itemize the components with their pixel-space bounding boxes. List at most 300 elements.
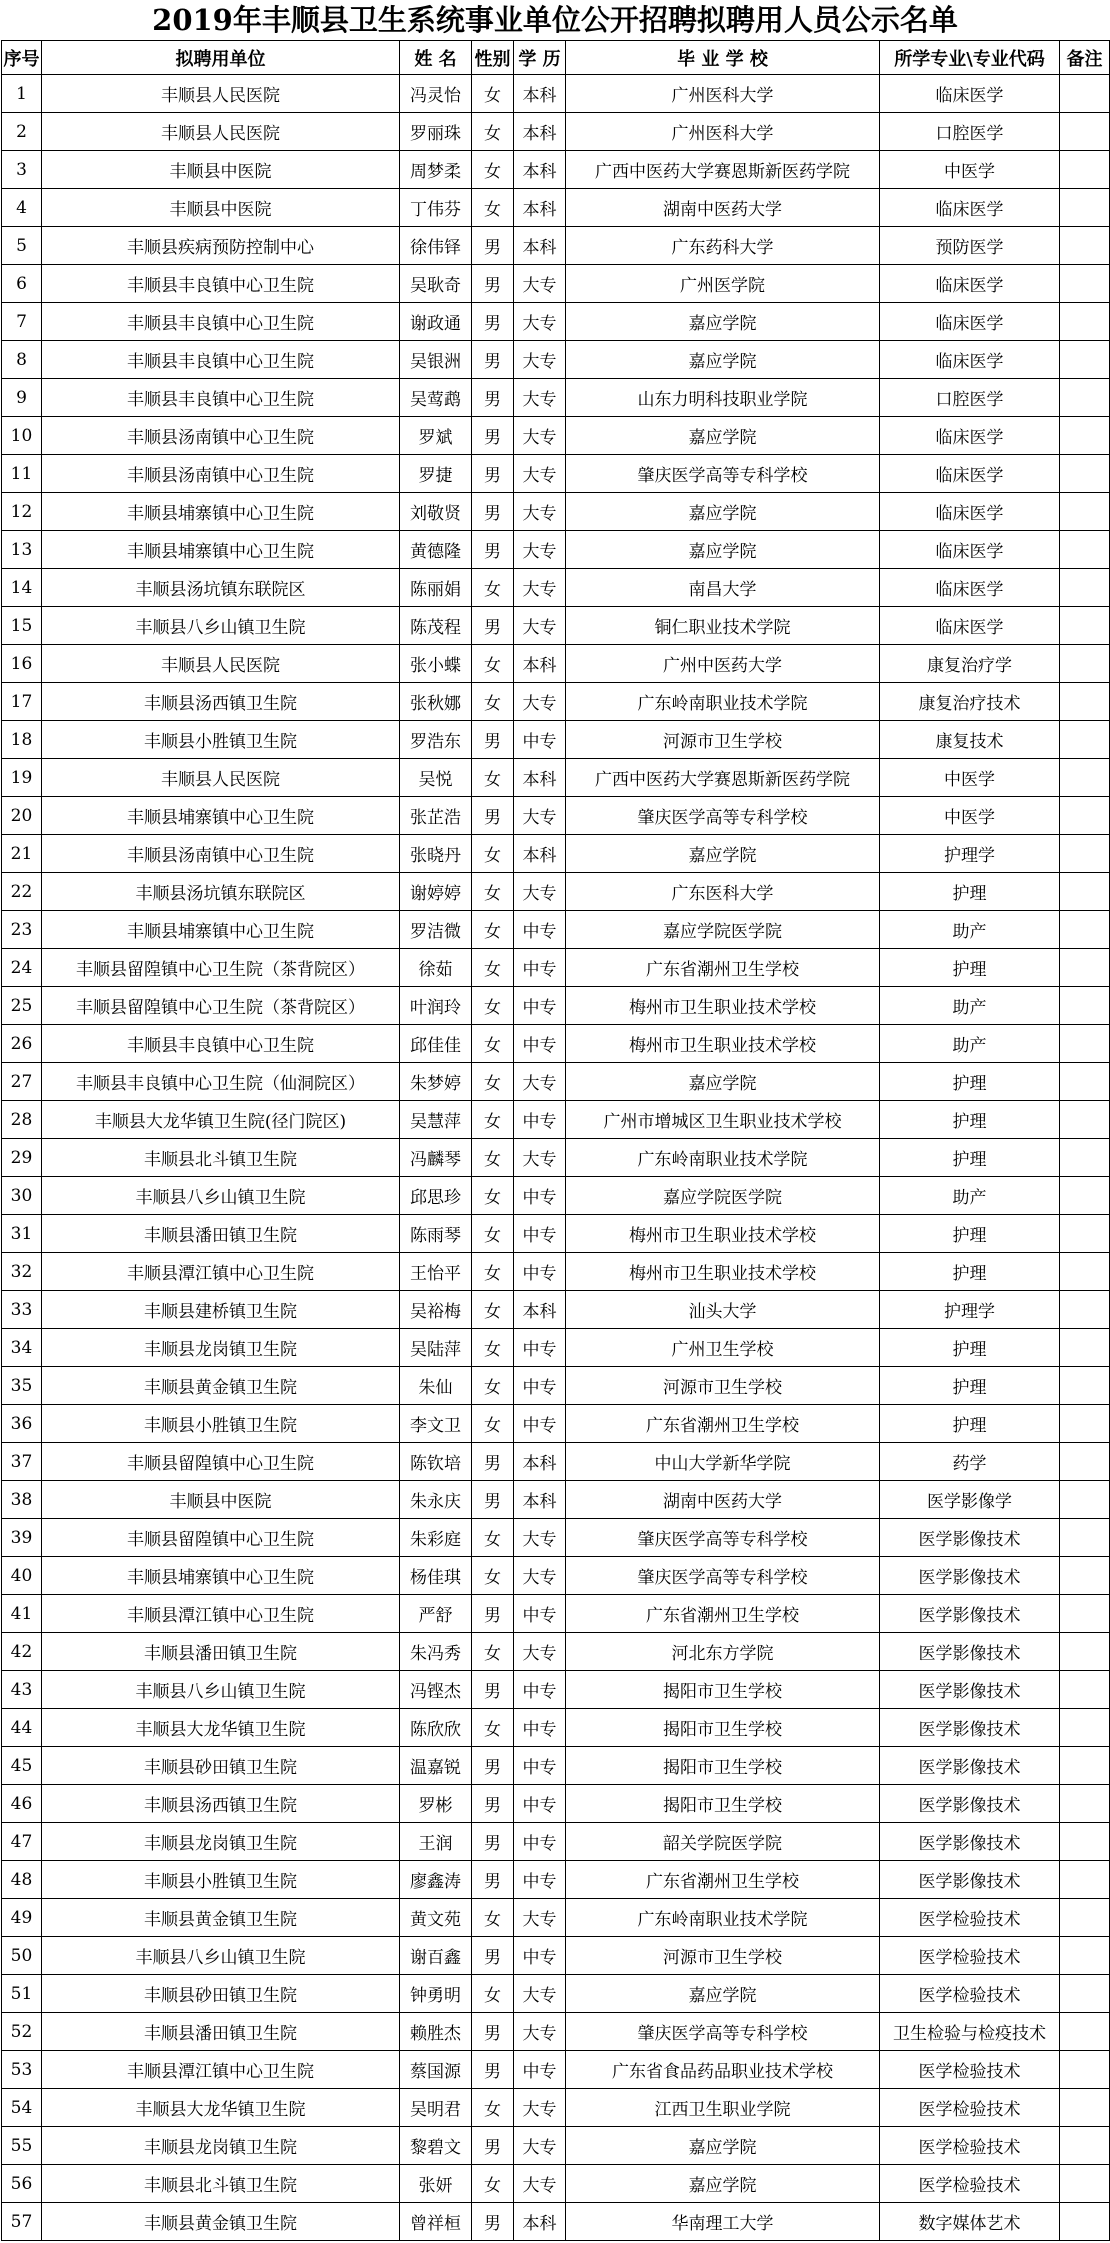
cell-name: 罗丽珠: [400, 113, 472, 151]
cell-unit: 丰顺县丰良镇中心卫生院: [42, 341, 400, 379]
cell-major: 医学检验技术: [880, 2089, 1060, 2127]
cell-school: 湖南中医药大学: [566, 1481, 880, 1519]
cell-unit: 丰顺县北斗镇卫生院: [42, 2165, 400, 2203]
cell-education: 中专: [514, 1367, 566, 1405]
cell-name: 王怡平: [400, 1253, 472, 1291]
cell-school: 梅州市卫生职业技术学校: [566, 1215, 880, 1253]
cell-unit: 丰顺县中医院: [42, 151, 400, 189]
cell-remarks: [1060, 303, 1110, 341]
cell-index: 28: [2, 1101, 42, 1139]
cell-remarks: [1060, 1063, 1110, 1101]
cell-education: 大专: [514, 379, 566, 417]
cell-index: 20: [2, 797, 42, 835]
cell-index: 36: [2, 1405, 42, 1443]
cell-remarks: [1060, 189, 1110, 227]
cell-remarks: [1060, 1519, 1110, 1557]
cell-education: 大专: [514, 607, 566, 645]
cell-name: 陈茂程: [400, 607, 472, 645]
header-remarks: 备注: [1060, 41, 1110, 75]
cell-remarks: [1060, 1481, 1110, 1519]
cell-gender: 女: [472, 645, 514, 683]
cell-name: 朱梦婷: [400, 1063, 472, 1101]
cell-index: 8: [2, 341, 42, 379]
cell-gender: 女: [472, 1291, 514, 1329]
cell-index: 7: [2, 303, 42, 341]
table-row: [2, 1063, 1110, 1101]
table-row: [2, 113, 1110, 151]
table-row: [2, 1215, 1110, 1253]
cell-gender: 男: [472, 1747, 514, 1785]
cell-school: 江西卫生职业学院: [566, 2089, 880, 2127]
cell-school: 嘉应学院: [566, 835, 880, 873]
cell-education: 中专: [514, 1823, 566, 1861]
cell-name: 吴耿奇: [400, 265, 472, 303]
cell-education: 中专: [514, 911, 566, 949]
cell-school: 揭阳市卫生学校: [566, 1747, 880, 1785]
cell-school: 广西中医药大学赛恩斯新医药学院: [566, 759, 880, 797]
cell-education: 中专: [514, 2051, 566, 2089]
cell-name: 罗浩东: [400, 721, 472, 759]
cell-name: 吴银洲: [400, 341, 472, 379]
cell-index: 10: [2, 417, 42, 455]
cell-index: 47: [2, 1823, 42, 1861]
cell-gender: 女: [472, 1177, 514, 1215]
cell-major: 医学影像技术: [880, 1823, 1060, 1861]
table-row: [2, 1481, 1110, 1519]
cell-unit: 丰顺县八乡山镇卫生院: [42, 1177, 400, 1215]
cell-school: 肇庆医学高等专科学校: [566, 1557, 880, 1595]
cell-name: 谢政通: [400, 303, 472, 341]
cell-major: 医学影像技术: [880, 1671, 1060, 1709]
cell-gender: 男: [472, 2203, 514, 2241]
cell-index: 37: [2, 1443, 42, 1481]
cell-major: 临床医学: [880, 493, 1060, 531]
cell-remarks: [1060, 987, 1110, 1025]
cell-unit: 丰顺县大龙华镇卫生院: [42, 2089, 400, 2127]
cell-school: 梅州市卫生职业技术学校: [566, 987, 880, 1025]
cell-name: 罗捷: [400, 455, 472, 493]
cell-remarks: [1060, 1367, 1110, 1405]
header-school: 毕 业 学 校: [566, 41, 880, 75]
cell-remarks: [1060, 1329, 1110, 1367]
cell-remarks: [1060, 1557, 1110, 1595]
cell-remarks: [1060, 1899, 1110, 1937]
cell-remarks: [1060, 645, 1110, 683]
cell-index: 34: [2, 1329, 42, 1367]
cell-major: 临床医学: [880, 189, 1060, 227]
cell-unit: 丰顺县人民医院: [42, 759, 400, 797]
table-row: [2, 1101, 1110, 1139]
cell-gender: 女: [472, 1519, 514, 1557]
cell-major: 医学检验技术: [880, 2165, 1060, 2203]
cell-education: 大专: [514, 265, 566, 303]
cell-index: 30: [2, 1177, 42, 1215]
cell-gender: 男: [472, 1823, 514, 1861]
cell-gender: 女: [472, 2089, 514, 2127]
cell-unit: 丰顺县砂田镇卫生院: [42, 1975, 400, 2013]
table-row: [2, 1557, 1110, 1595]
cell-school: 揭阳市卫生学校: [566, 1671, 880, 1709]
cell-major: 医学影像技术: [880, 1747, 1060, 1785]
cell-index: 49: [2, 1899, 42, 1937]
cell-name: 黄文苑: [400, 1899, 472, 1937]
cell-remarks: [1060, 2203, 1110, 2241]
table-row: [2, 683, 1110, 721]
cell-index: 21: [2, 835, 42, 873]
cell-gender: 女: [472, 1329, 514, 1367]
cell-gender: 女: [472, 113, 514, 151]
cell-name: 钟勇明: [400, 1975, 472, 2013]
cell-major: 护理: [880, 1139, 1060, 1177]
cell-education: 中专: [514, 1595, 566, 1633]
cell-unit: 丰顺县潘田镇卫生院: [42, 2013, 400, 2051]
table-row: [2, 911, 1110, 949]
header-major: 所学专业\专业代码: [880, 41, 1060, 75]
cell-remarks: [1060, 151, 1110, 189]
cell-gender: 男: [472, 417, 514, 455]
cell-unit: 丰顺县小胜镇卫生院: [42, 1405, 400, 1443]
cell-remarks: [1060, 1975, 1110, 2013]
table-row: [2, 75, 1110, 113]
cell-major: 医学检验技术: [880, 1937, 1060, 1975]
cell-remarks: [1060, 1937, 1110, 1975]
cell-unit: 丰顺县汤西镇卫生院: [42, 1785, 400, 1823]
cell-school: 嘉应学院: [566, 1063, 880, 1101]
cell-education: 中专: [514, 1329, 566, 1367]
cell-school: 嘉应学院: [566, 2127, 880, 2165]
cell-gender: 女: [472, 1101, 514, 1139]
table-row: [2, 2127, 1110, 2165]
cell-index: 2: [2, 113, 42, 151]
cell-major: 护理: [880, 1329, 1060, 1367]
cell-school: 肇庆医学高等专科学校: [566, 797, 880, 835]
cell-remarks: [1060, 1671, 1110, 1709]
table-header-row: [2, 41, 1110, 75]
cell-name: 严舒: [400, 1595, 472, 1633]
cell-unit: 丰顺县汤南镇中心卫生院: [42, 417, 400, 455]
table-row: [2, 1519, 1110, 1557]
cell-unit: 丰顺县龙岗镇卫生院: [42, 1823, 400, 1861]
cell-name: 周梦柔: [400, 151, 472, 189]
cell-name: 谢百鑫: [400, 1937, 472, 1975]
cell-name: 吴悦: [400, 759, 472, 797]
cell-major: 临床医学: [880, 569, 1060, 607]
cell-school: 梅州市卫生职业技术学校: [566, 1253, 880, 1291]
cell-education: 大专: [514, 1633, 566, 1671]
cell-major: 康复治疗学: [880, 645, 1060, 683]
table-row: [2, 1633, 1110, 1671]
cell-gender: 女: [472, 1063, 514, 1101]
cell-major: 康复技术: [880, 721, 1060, 759]
cell-education: 本科: [514, 2203, 566, 2241]
cell-gender: 男: [472, 2051, 514, 2089]
table-row: [2, 1291, 1110, 1329]
cell-school: 广东岭南职业技术学院: [566, 683, 880, 721]
cell-education: 大专: [514, 1899, 566, 1937]
cell-major: 预防医学: [880, 227, 1060, 265]
cell-school: 嘉应学院: [566, 303, 880, 341]
cell-school: 嘉应学院: [566, 531, 880, 569]
cell-unit: 丰顺县丰良镇中心卫生院: [42, 265, 400, 303]
cell-unit: 丰顺县中医院: [42, 1481, 400, 1519]
cell-name: 谢婷婷: [400, 873, 472, 911]
cell-index: 43: [2, 1671, 42, 1709]
cell-school: 广州医学院: [566, 265, 880, 303]
cell-school: 嘉应学院医学院: [566, 1177, 880, 1215]
cell-education: 中专: [514, 1937, 566, 1975]
cell-index: 1: [2, 75, 42, 113]
cell-major: 临床医学: [880, 607, 1060, 645]
cell-unit: 丰顺县丰良镇中心卫生院: [42, 379, 400, 417]
cell-remarks: [1060, 531, 1110, 569]
cell-unit: 丰顺县埔寨镇中心卫生院: [42, 911, 400, 949]
cell-name: 王润: [400, 1823, 472, 1861]
cell-index: 3: [2, 151, 42, 189]
cell-school: 中山大学新华学院: [566, 1443, 880, 1481]
cell-gender: 男: [472, 721, 514, 759]
cell-major: 中医学: [880, 759, 1060, 797]
cell-major: 康复治疗技术: [880, 683, 1060, 721]
cell-education: 大专: [514, 303, 566, 341]
cell-gender: 女: [472, 189, 514, 227]
cell-name: 李文卫: [400, 1405, 472, 1443]
header-index: 序号: [2, 41, 42, 75]
cell-index: 27: [2, 1063, 42, 1101]
cell-education: 中专: [514, 1025, 566, 1063]
cell-major: 临床医学: [880, 265, 1060, 303]
cell-remarks: [1060, 75, 1110, 113]
cell-education: 本科: [514, 1443, 566, 1481]
cell-school: 肇庆医学高等专科学校: [566, 455, 880, 493]
cell-name: 曾祥桓: [400, 2203, 472, 2241]
table-row: [2, 1595, 1110, 1633]
cell-name: 陈丽娟: [400, 569, 472, 607]
cell-education: 大专: [514, 1519, 566, 1557]
cell-unit: 丰顺县中医院: [42, 189, 400, 227]
cell-index: 31: [2, 1215, 42, 1253]
cell-education: 大专: [514, 2127, 566, 2165]
cell-remarks: [1060, 759, 1110, 797]
cell-major: 护理: [880, 1063, 1060, 1101]
cell-unit: 丰顺县大龙华镇卫生院(径门院区): [42, 1101, 400, 1139]
cell-name: 冯铿杰: [400, 1671, 472, 1709]
cell-unit: 丰顺县汤坑镇东联院区: [42, 569, 400, 607]
cell-education: 大专: [514, 1139, 566, 1177]
cell-name: 黄德隆: [400, 531, 472, 569]
cell-index: 39: [2, 1519, 42, 1557]
cell-education: 中专: [514, 1785, 566, 1823]
cell-major: 药学: [880, 1443, 1060, 1481]
cell-name: 陈钦培: [400, 1443, 472, 1481]
cell-remarks: [1060, 911, 1110, 949]
cell-remarks: [1060, 721, 1110, 759]
cell-unit: 丰顺县留隍镇中心卫生院（茶背院区）: [42, 949, 400, 987]
cell-gender: 男: [472, 1595, 514, 1633]
cell-major: 护理: [880, 1215, 1060, 1253]
cell-remarks: [1060, 1139, 1110, 1177]
cell-remarks: [1060, 1405, 1110, 1443]
cell-index: 26: [2, 1025, 42, 1063]
cell-remarks: [1060, 1443, 1110, 1481]
personnel-table: [1, 40, 1110, 2241]
cell-education: 中专: [514, 1177, 566, 1215]
cell-gender: 女: [472, 151, 514, 189]
cell-education: 大专: [514, 797, 566, 835]
cell-index: 44: [2, 1709, 42, 1747]
header-unit: 拟聘用单位: [42, 41, 400, 75]
cell-education: 中专: [514, 949, 566, 987]
cell-unit: 丰顺县人民医院: [42, 113, 400, 151]
cell-school: 嘉应学院: [566, 2165, 880, 2203]
cell-name: 温嘉锐: [400, 1747, 472, 1785]
cell-name: 张小蝶: [400, 645, 472, 683]
table-row: [2, 1823, 1110, 1861]
cell-education: 本科: [514, 645, 566, 683]
cell-education: 中专: [514, 1215, 566, 1253]
cell-gender: 女: [472, 873, 514, 911]
cell-name: 徐茹: [400, 949, 472, 987]
cell-gender: 女: [472, 1025, 514, 1063]
cell-major: 医学检验技术: [880, 2127, 1060, 2165]
cell-major: 医学影像技术: [880, 1595, 1060, 1633]
cell-index: 56: [2, 2165, 42, 2203]
table-row: [2, 987, 1110, 1025]
cell-name: 冯麟琴: [400, 1139, 472, 1177]
cell-major: 口腔医学: [880, 113, 1060, 151]
cell-school: 广东药科大学: [566, 227, 880, 265]
table-row: [2, 2051, 1110, 2089]
cell-gender: 女: [472, 759, 514, 797]
cell-gender: 女: [472, 1899, 514, 1937]
cell-gender: 女: [472, 1405, 514, 1443]
cell-remarks: [1060, 113, 1110, 151]
cell-education: 本科: [514, 75, 566, 113]
cell-school: 铜仁职业技术学院: [566, 607, 880, 645]
cell-name: 张晓丹: [400, 835, 472, 873]
cell-gender: 女: [472, 1253, 514, 1291]
cell-education: 中专: [514, 1709, 566, 1747]
cell-unit: 丰顺县八乡山镇卫生院: [42, 1671, 400, 1709]
cell-index: 4: [2, 189, 42, 227]
cell-education: 大专: [514, 1975, 566, 2013]
table-row: [2, 151, 1110, 189]
cell-name: 罗彬: [400, 1785, 472, 1823]
cell-remarks: [1060, 227, 1110, 265]
cell-school: 河源市卫生学校: [566, 1367, 880, 1405]
cell-education: 大专: [514, 2013, 566, 2051]
table-row: [2, 645, 1110, 683]
cell-gender: 男: [472, 531, 514, 569]
cell-name: 冯灵怡: [400, 75, 472, 113]
cell-remarks: [1060, 873, 1110, 911]
cell-education: 本科: [514, 1481, 566, 1519]
cell-unit: 丰顺县留隍镇中心卫生院: [42, 1443, 400, 1481]
cell-index: 38: [2, 1481, 42, 1519]
cell-gender: 男: [472, 2013, 514, 2051]
header-gender: 性别: [472, 41, 514, 75]
cell-index: 48: [2, 1861, 42, 1899]
cell-remarks: [1060, 1025, 1110, 1063]
table-row: [2, 1367, 1110, 1405]
cell-gender: 男: [472, 265, 514, 303]
cell-remarks: [1060, 835, 1110, 873]
cell-unit: 丰顺县小胜镇卫生院: [42, 1861, 400, 1899]
cell-school: 广州中医药大学: [566, 645, 880, 683]
cell-major: 护理: [880, 1101, 1060, 1139]
cell-education: 中专: [514, 1405, 566, 1443]
cell-name: 丁伟芬: [400, 189, 472, 227]
cell-gender: 男: [472, 493, 514, 531]
cell-gender: 女: [472, 1367, 514, 1405]
cell-index: 25: [2, 987, 42, 1025]
cell-unit: 丰顺县埔寨镇中心卫生院: [42, 1557, 400, 1595]
table-row: [2, 1899, 1110, 1937]
cell-school: 嘉应学院: [566, 341, 880, 379]
table-row: [2, 1785, 1110, 1823]
table-row: [2, 265, 1110, 303]
table-row: [2, 873, 1110, 911]
cell-education: 大专: [514, 873, 566, 911]
table-row: [2, 189, 1110, 227]
cell-school: 广州医科大学: [566, 75, 880, 113]
cell-remarks: [1060, 341, 1110, 379]
cell-remarks: [1060, 379, 1110, 417]
cell-school: 韶关学院医学院: [566, 1823, 880, 1861]
cell-unit: 丰顺县汤西镇卫生院: [42, 683, 400, 721]
cell-unit: 丰顺县龙岗镇卫生院: [42, 1329, 400, 1367]
cell-index: 32: [2, 1253, 42, 1291]
cell-education: 本科: [514, 151, 566, 189]
cell-unit: 丰顺县丰良镇中心卫生院: [42, 303, 400, 341]
cell-index: 52: [2, 2013, 42, 2051]
cell-unit: 丰顺县潘田镇卫生院: [42, 1215, 400, 1253]
cell-education: 大专: [514, 569, 566, 607]
table-row: [2, 1253, 1110, 1291]
cell-remarks: [1060, 1291, 1110, 1329]
cell-unit: 丰顺县埔寨镇中心卫生院: [42, 531, 400, 569]
cell-remarks: [1060, 2051, 1110, 2089]
table-row: [2, 379, 1110, 417]
cell-education: 中专: [514, 1101, 566, 1139]
cell-unit: 丰顺县人民医院: [42, 75, 400, 113]
cell-index: 53: [2, 2051, 42, 2089]
cell-name: 朱仙: [400, 1367, 472, 1405]
cell-remarks: [1060, 1595, 1110, 1633]
cell-unit: 丰顺县八乡山镇卫生院: [42, 1937, 400, 1975]
cell-unit: 丰顺县小胜镇卫生院: [42, 721, 400, 759]
cell-gender: 男: [472, 1785, 514, 1823]
cell-major: 医学影像技术: [880, 1861, 1060, 1899]
cell-major: 临床医学: [880, 417, 1060, 455]
cell-name: 陈雨琴: [400, 1215, 472, 1253]
cell-name: 张芷浩: [400, 797, 472, 835]
cell-major: 临床医学: [880, 455, 1060, 493]
cell-school: 广州卫生学校: [566, 1329, 880, 1367]
table-row: [2, 1975, 1110, 2013]
cell-education: 大专: [514, 341, 566, 379]
cell-major: 医学检验技术: [880, 2051, 1060, 2089]
cell-index: 14: [2, 569, 42, 607]
cell-index: 16: [2, 645, 42, 683]
cell-gender: 女: [472, 2165, 514, 2203]
cell-major: 护理: [880, 1405, 1060, 1443]
cell-school: 梅州市卫生职业技术学校: [566, 1025, 880, 1063]
cell-gender: 男: [472, 607, 514, 645]
cell-remarks: [1060, 1633, 1110, 1671]
table-row: [2, 493, 1110, 531]
table-row: [2, 835, 1110, 873]
cell-name: 徐伟铎: [400, 227, 472, 265]
